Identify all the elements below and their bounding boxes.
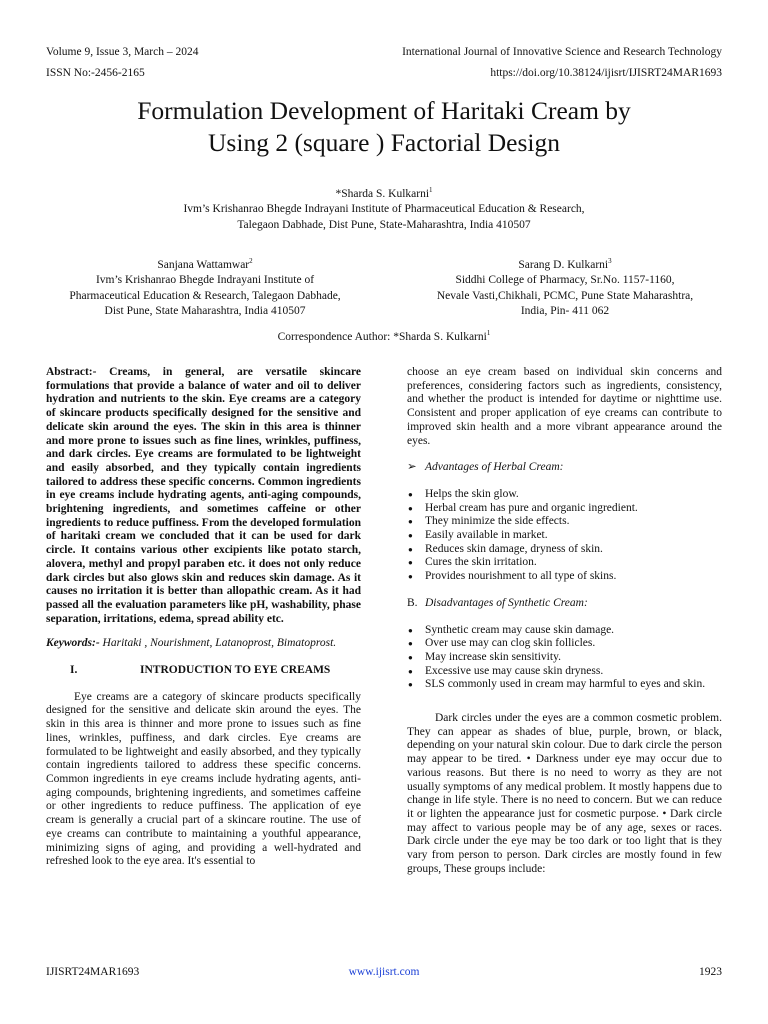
disadvantages-marker: B. — [407, 596, 418, 609]
left-author-block — [40, 258, 370, 319]
dark-circles-paragraph: Dark circles under the eyes are a common cosmetic problem. They can appear as shades of blue, purple, brown, or black, depending on your natural skin colour. Due to dark circle the person may appear to be tired. • Darkness under eye may occur due to various reasons. But there is no need to worry as they are not usually symptoms of any medical problem. It mostly happens due to change in life style. There is no need to concern. But we can reduce it or lighten the appearance just for cosmetic purpose. • Dark circle may affect to various people may be of any age, sexes or races. Dark circle under the eye may be too dark or too light that is they vary from person to person. Dark circles are mostly found in few groups, These groups include: — [407, 712, 722, 875]
advantages-list — [407, 488, 722, 584]
left-author-name: Sanjana Wattamwar — [157, 259, 250, 271]
right-author-block — [400, 258, 730, 319]
main-author-name: *Sharda S. Kulkarni — [335, 188, 430, 200]
list-item: ● Herbal cream has pure and organic ingredient. — [407, 502, 722, 516]
main-author-sup: 1 — [429, 186, 433, 195]
main-author-affiliation-2: Talegaon Dabhade, Dist Pune, State-Maharashtra, India 410507 — [237, 218, 531, 231]
keywords — [46, 637, 361, 651]
disadvantages-list — [407, 624, 722, 693]
paper-title — [20, 95, 748, 159]
title-line-1: Formulation Development of Haritaki Cream by — [137, 96, 631, 125]
left-author-affiliation-3: Dist Pune, State Maharashtra, India 410507 — [104, 304, 306, 317]
right-author-affiliation-3: India, Pin- 411 062 — [520, 304, 610, 317]
right-author-name: Sarang D. Kulkarni — [518, 259, 609, 271]
list-item: ● Synthetic cream may cause skin damage. — [407, 624, 722, 638]
journal-name: International Journal of Innovative Science and Research Technology — [402, 46, 722, 58]
section-heading — [46, 664, 361, 678]
right-author-sup: 3 — [608, 257, 612, 266]
eye-cream-paragraph: choose an eye cream based on individual skin concerns and preferences, considering factors such as ingredients, consistency, and whether the product is intended for daytime or nighttime use. Consistent and proper application of eye creams can contribute to improved skin health and a more vibrant appearance around the eyes. — [407, 366, 722, 447]
correspondence-text: Correspondence Author: *Sharda S. Kulkarni — [277, 331, 487, 343]
right-column — [407, 366, 722, 877]
right-author-affiliation-1: Siddhi College of Pharmacy, Sr.No. 1157-1160, — [455, 274, 675, 287]
disadvantages-title: Disadvantages of Synthetic Cream: — [425, 596, 588, 609]
main-author-block — [0, 187, 768, 233]
section-title: INTRODUCTION TO EYE CREAMS — [140, 664, 331, 677]
list-item: ● SLS commonly used in cream may harmful to eyes and skin. — [407, 678, 722, 692]
correspondence — [0, 330, 768, 345]
left-author-affiliation-2: Pharmaceutical Education & Research, Talegaon Dabhade, — [69, 289, 341, 302]
main-author-affiliation-1: Ivm’s Krishanrao Bhegde Indrayani Institute of Pharmaceutical Education & Research, — [183, 203, 585, 216]
page-number: 1923 — [699, 966, 722, 978]
issn: ISSN No:-2456-2165 — [46, 67, 145, 79]
left-author-sup: 2 — [249, 257, 253, 266]
abstract: Abstract:- Creams, in general, are versatile skincare formulations that provide a balance of water and oil to deliver hydration and nutrients to the skin. Eye creams are a category of skincare products specifically designed for the sensitive and delicate skin around the eyes. The skin in this area is thinner and more prone to issues such as fine lines, wrinkles, puffiness, and dark circles. Eye creams are formulated to be lightweight and easily absorbed, and they typically contain ingredients tailored to address these specific concerns. Common ingredients in eye creams include hydrating agents, anti-aging compounds, brightening ingredients, and sometimes caffeine or other ingredients to reduce puffiness. From the developed formulation of haritaki cream we concluded that it can be used for dark circle. It contains various other excipients like potato starch, alovera, methyl and propyl paraben etc. it does not only reduce dark circles but also glows skin and reduces skin damage. As it causes no irritation it is better than allopathic cream. As it had passed all the evaluation parameters like pH, washability, phase separation, irritations, edema, spread ability etc. — [46, 366, 361, 625]
list-item: ● Cures the skin irritation. — [407, 556, 722, 570]
list-item: ● May increase skin sensitivity. — [407, 651, 722, 665]
correspondence-sup: 1 — [486, 329, 491, 338]
footer-paper-id: IJISRT24MAR1693 — [46, 966, 140, 978]
right-author-affiliation-2: Nevale Vasti,Chikhali, PCMC, Pune State Maharashtra, — [436, 289, 694, 302]
title-line-2: Using 2 (square ) Factorial Design — [208, 128, 560, 157]
advantages-title: Advantages of Herbal Cream: — [425, 461, 564, 474]
doi-link[interactable]: https://doi.org/10.38124/ijisrt/IJISRT24MAR1693 — [490, 67, 722, 79]
list-item: ● Provides nourishment to all type of skins. — [407, 570, 722, 584]
section-number: I. — [70, 664, 78, 677]
left-column — [46, 366, 361, 869]
keywords-label: Keywords:- — [46, 637, 100, 650]
advantages-heading — [407, 461, 722, 475]
arrow-bullet-icon: ➢ — [407, 461, 417, 474]
keywords-text: Haritaki , Nourishment, Latanoprost, Bimatoprost. — [102, 637, 337, 650]
list-item: ● Helps the skin glow. — [407, 488, 722, 502]
disadvantages-heading — [407, 597, 722, 611]
left-author-affiliation-1: Ivm’s Krishanrao Bhegde Indrayani Institute of — [95, 274, 315, 287]
intro-paragraph: Eye creams are a category of skincare products specifically designed for the sensitive and delicate skin around the eyes. The skin in this area is thinner and more prone to issues such as fine lines, wrinkles, puffiness, and dark circles. Eye creams are formulated to be lightweight and easily absorbed, and they typically contain ingredients tailored to address these specific concerns. Common ingredients in eye creams include hydrating agents, anti-aging compounds, brightening ingredients, and sometimes caffeine or other ingredients to reduce puffiness. The application of eye cream is generally a crucial part of a skincare routine. The use of eye creams can contribute to maintaining a youthful appearance, minimizing signs of aging, and providing a well-hydrated and refreshed look to the eye area. It's essential to — [46, 690, 361, 868]
volume-info: Volume 9, Issue 3, March – 2024 — [46, 46, 199, 58]
list-item: ● Reduces skin damage, dryness of skin. — [407, 543, 722, 557]
list-item: ● Over use may can clog skin follicles. — [407, 637, 722, 651]
list-item: ● Excessive use may cause skin dryness. — [407, 665, 722, 679]
list-item: ● They minimize the side effects. — [407, 515, 722, 529]
footer-website-link[interactable]: www.ijisrt.com — [348, 966, 420, 978]
list-item: ● Easily available in market. — [407, 529, 722, 543]
